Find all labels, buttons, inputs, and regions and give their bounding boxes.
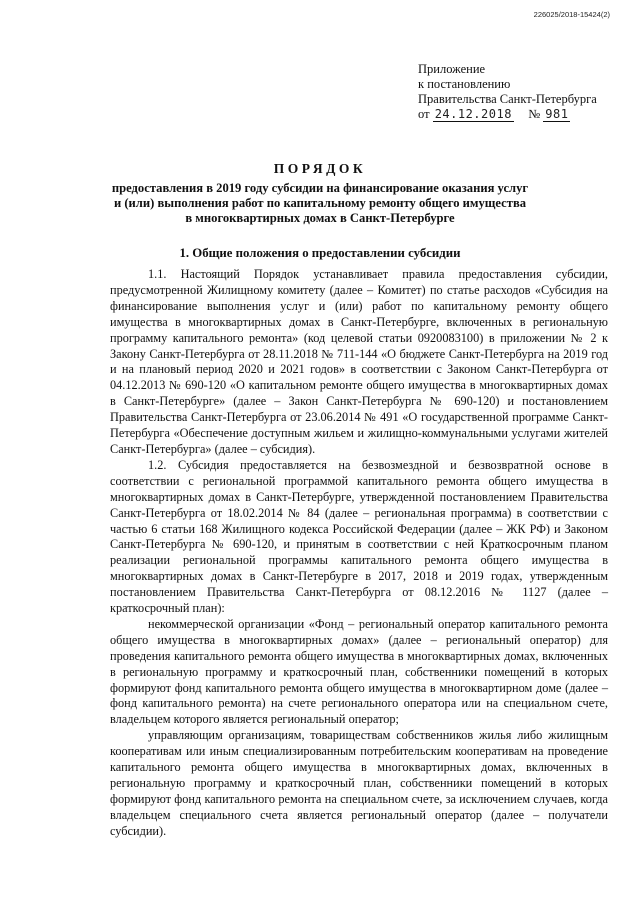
number-label: № [528,107,541,121]
paragraph-management-organizations: управляющим организациям, товариществам собственников жилья либо жилищным кооперативам или иным специализированным потребительским кооперативам на проведение капитального ремонта общего имущества в многоквартирных домах, включенных в региональную программу и краткосрочный план, собственники помещений в которых формируют фонд капитального ремонта на специальном счете, за исключением случаев, когда владельцем специального счета является региональный оператор (далее – получатели субсидии). [110,728,608,838]
appendix-authority: Правительства Санкт-Петербурга [418,92,597,106]
section-heading: 1. Общие положения о предоставлении субсидии [179,246,461,260]
paragraph-1-2: 1.2. Субсидия предоставляется на безвозмездной и безвозвратной основе в соответствии с региональной программой капитального ремонта общего имущества в многоквартирных домах в Санкт-Петербурге, утвержденной постановлением Правительства Санкт-Петербурга от 18.02.2014 № 84 (далее – региональная программа) в соответствии с частью 6 статьи 168 Жилищного кодекса Российской Федерации (далее – ЖК РФ) и Законом Санкт-Петербурга № 690-120, и принятым в соответствии с ней Краткосрочным планом реализации региональной программы капитального ремонта общего имущества в многоквартирных домах в Санкт-Петербурге в 2017, 2018 и 2019 годах, утвержденным постановлением Правительства Санкт-Петербурга от 08.12.2016 № 1127 (далее – краткосрочный план): [110,457,608,616]
appendix-title: Приложение [418,62,486,76]
document-registration-number: 226025/2018-15424(2) [533,10,610,19]
decree-number: 981 [545,107,569,121]
document-subtitle-line-1: предоставления в 2019 году субсидии на финансирование оказания услуг [111,181,529,195]
section-body [110,267,608,840]
document-subtitle-line-2: и (или) выполнения работ по капитальному ремонту общего имущества [113,196,527,210]
paragraph-regional-operator: некоммерческой организации «Фонд – региональный оператор капитального ремонта общего имущества в многоквартирных домах» (далее – региональный оператор) для проведения капитального ремонта общего имущества в многоквартирных домах, включенных в региональную программу и краткосрочный план, собственники помещений в которых формируют фонд капитального ремонта общего имущества в многоквартирном доме (далее – фонд капитального ремонта) на счете регионального оператора или на специальном счете, владельцем которого является региональный оператор; [110,616,608,727]
paragraph-1-1: 1.1. Настоящий Порядок устанавливает правила предоставления субсидии, предусмотренной Жилищному комитету (далее – Комитет) по статье расходов «Субсидия на финансирование выполнения услуг и (или) работ по капитальному ремонту общего имущества в многоквартирных домах в Санкт-Петербурге, включенных в региональную программу капитального ремонта» (код целевой статьи 0920083100) в приложении № 2 к Закону Санкт-Петербурга от 28.11.2018 № 711-144 «О бюджете Санкт-Петербурга на 2019 год и на плановый период 2020 и 2021 годов» в соответствии с Законом Санкт-Петербурга от 04.12.2013 № 690-120 «О капитальном ремонте общего имущества в многоквартирных домах в Санкт-Петербурге» (далее – Закон Санкт-Петербурга № 690-120) и постановлением Правительства Санкт-Петербурга от 23.06.2014 № 491 «О государственной программе Санкт-Петербурга «Обеспечение доступным жильем и жилищно-коммунальными услугами жителей Санкт-Петербурга» (далее – субсидия). [110,267,608,456]
document-subtitle-line-3: в многоквартирных домах в Санкт-Петербурге [185,211,455,225]
appendix-block [418,62,618,122]
appendix-date-number-line [418,107,618,122]
document-title-block [60,160,580,226]
appendix-reference: к постановлению [418,77,511,91]
decree-date: 24.12.2018 [434,107,512,121]
document-title: ПОРЯДОК [273,161,367,176]
from-label: от [418,107,430,121]
